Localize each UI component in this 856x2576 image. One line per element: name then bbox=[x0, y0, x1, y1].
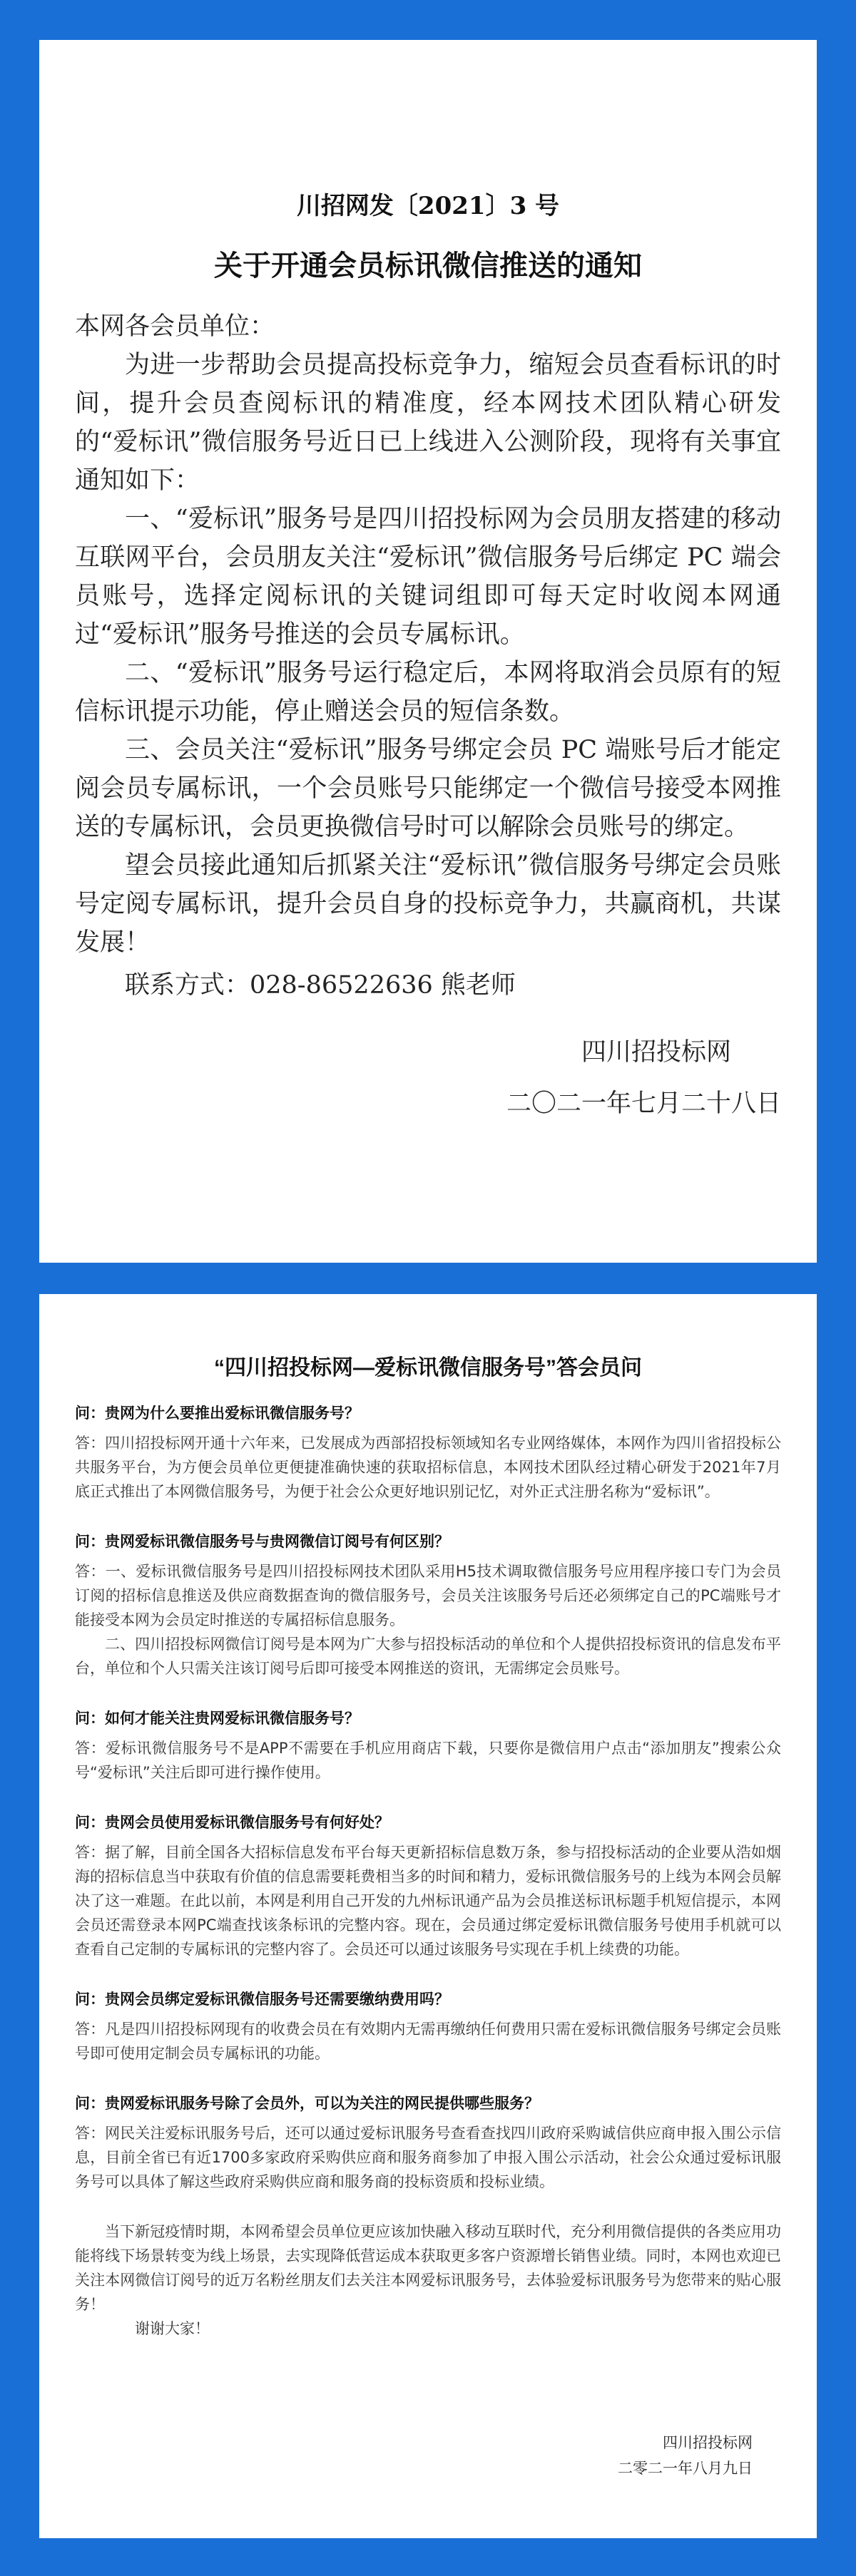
closing-section bbox=[75, 2220, 781, 2341]
document-number: 川招网发〔2021〕3 号 bbox=[296, 192, 560, 220]
notice-paragraph: 三、会员关注“爱标讯”服务号绑定会员 PC 端账号后才能定阅会员专属标讯，一个会员账号只能绑定一个微信号接受本网推送的专属标讯，会员更换微信号时可以解除会员账号的绑定。 bbox=[75, 736, 781, 841]
answer: 二、四川招投标网微信订阅号是本网为广大参与招投标活动的单位和个人提供招投标资讯的信息发布平台，单位和个人只需关注该订阅号后即可接受本网推送的资讯，无需绑定会员账号。 bbox=[75, 1636, 781, 1677]
qa-item bbox=[75, 1987, 781, 2066]
qa-title: “四川招投标网—爱标讯微信服务号”答会员问 bbox=[214, 1356, 642, 1380]
question: 问：贵网为什么要推出爱标讯微信服务号？ bbox=[75, 1405, 360, 1422]
notice-paragraph: 望会员接此通知后抓紧关注“爱标讯”微信服务号绑定会员账号定阅专属标讯，提升会员自身的投标竞争力，共赢商机，共谋发展！ bbox=[75, 851, 781, 957]
qa-item bbox=[75, 1529, 781, 1680]
qa-panel bbox=[39, 1294, 817, 2538]
answer: 答：一、爱标讯微信服务号是四川招投标网技术团队采用H5技术调取微信服务号应用程序接口专门为会员订阅的招标信息推送及供应商数据查询的微信服务号，会员关注该服务号后还必须绑定自己的PC端账号才能接受本网为会员定时推送的专属招标信息服务。 bbox=[75, 1563, 781, 1628]
notice-title: 关于开通会员标讯微信推送的通知 bbox=[214, 249, 642, 282]
notice-paragraph: 二、“爱标讯”服务号运行稳定后，本网将取消会员原有的短信标讯提示功能，停止赠送会员的短信条数。 bbox=[75, 659, 781, 726]
answer: 答：凡是四川招投标网现有的收费会员在有效期内无需再缴纳任何费用只需在爱标讯微信服务号绑定会员账号即可使用定制会员专属标讯的功能。 bbox=[75, 2021, 781, 2062]
signature-organization: 四川招投标网 bbox=[663, 2434, 753, 2451]
qa-item bbox=[75, 1810, 781, 1961]
question: 问：如何才能关注贵网爱标讯微信服务号？ bbox=[75, 1710, 360, 1727]
answer: 答：爱标讯微信服务号不是APP不需要在手机应用商店下载，只要你是微信用户点击“添加朋友”搜索公众号“爱标讯”关注后即可进行操作使用。 bbox=[75, 1740, 781, 1781]
answer: 答：据了解，目前全国各大招标信息发布平台每天更新招标信息数万条，参与招投标活动的企业要从浩如烟海的招标信息当中获取有价值的信息需要耗费相当多的时间和精力，爱标讯微信服务号的上线为本网会员解决了这一难题。在此以前，本网是利用自己开发的九州标讯通产品为会员推送标讯标题手机短信提示，本网会员还需登录本网PC端查找该条标讯的完整内容。现在，会员通过绑定爱标讯微信服务号使用手机就可以查看自己定制的专属标讯的完整内容了。会员还可以通过该服务号实现在手机上续费的功能。 bbox=[75, 1844, 781, 1958]
contact-info: 联系方式：028-86522636 熊老师 bbox=[125, 971, 516, 1000]
qa-item bbox=[75, 1706, 781, 1785]
answer: 答：网民关注爱标讯服务号后，还可以通过爱标讯服务号查看查找四川政府采购诚信供应商申报入围公示信息，目前全省已有近1700多家政府采购供应商和服务商参加了申报入围公示活动，社会公众通过爱标讯服务号可以具体了解这些政府采购供应商和服务商的投标资质和投标业绩。 bbox=[75, 2125, 781, 2190]
question: 问：贵网会员使用爱标讯微信服务号有何好处？ bbox=[75, 1814, 389, 1831]
closing-paragraph: 当下新冠疫情时期，本网希望会员单位更应该加快融入移动互联时代，充分利用微信提供的各类应用功能将线下场景转变为线上场景，去实现降低营运成本获取更多客户资源增长销售业绩。同时，本网也欢迎已关注本网微信订阅号的近万名粉丝朋友们去关注本网爱标讯服务号，去体验爱标讯服务号为您带来的贴心服务！ bbox=[75, 2223, 781, 2313]
qa-signature bbox=[618, 2430, 753, 2481]
question: 问：贵网爱标讯微信服务号与贵网微信订阅号有何区别？ bbox=[75, 1533, 449, 1550]
signature-date: 二〇二一年七月二十八日 bbox=[506, 1089, 781, 1118]
notice-panel bbox=[39, 40, 817, 1263]
notice-paragraph: 一、“爱标讯”服务号是四川招投标网为会员朋友搭建的移动互联网平台，会员朋友关注“爱标讯”微信服务号后绑定 PC 端会员账号，选择定阅标讯的关键词组即可每天定时收阅本网通过“爱标讯”服务号推送的会员专属标讯。 bbox=[75, 505, 781, 649]
answer: 答：四川招投标网开通十六年来，已发展成为西部招投标领域知名专业网络媒体，本网作为四川省招投标公共服务平台，为方便会员单位更便捷准确快速的获取招标信息，本网技术团队经过精心研发于2021年7月底正式推出了本网微信服务号，为便于社会公众更好地识别记忆，对外正式注册名称为“爱标讯”。 bbox=[75, 1435, 781, 1500]
question: 问：贵网会员绑定爱标讯微信服务号还需要缴纳费用吗？ bbox=[75, 1991, 449, 2008]
qa-body bbox=[75, 1401, 781, 2341]
qa-item bbox=[75, 2091, 781, 2194]
signature-date: 二零二一年八月九日 bbox=[618, 2460, 753, 2477]
salutation: 本网各会员单位： bbox=[75, 312, 275, 341]
thanks-line: 谢谢大家！ bbox=[135, 2320, 210, 2337]
question: 问：贵网爱标讯服务号除了会员外，可以为关注的网民提供哪些服务？ bbox=[75, 2095, 539, 2112]
notice-body bbox=[75, 307, 781, 1123]
signature-organization: 四川招投标网 bbox=[581, 1038, 731, 1067]
qa-item bbox=[75, 1401, 781, 1504]
notice-paragraph: 为进一步帮助会员提高投标竞争力，缩短会员查看标讯的时间，提升会员查阅标讯的精准度，经本网技术团队精心研发的“爱标讯”微信服务号近日已上线进入公测阶段，现将有关事宜通知如下： bbox=[75, 351, 781, 495]
